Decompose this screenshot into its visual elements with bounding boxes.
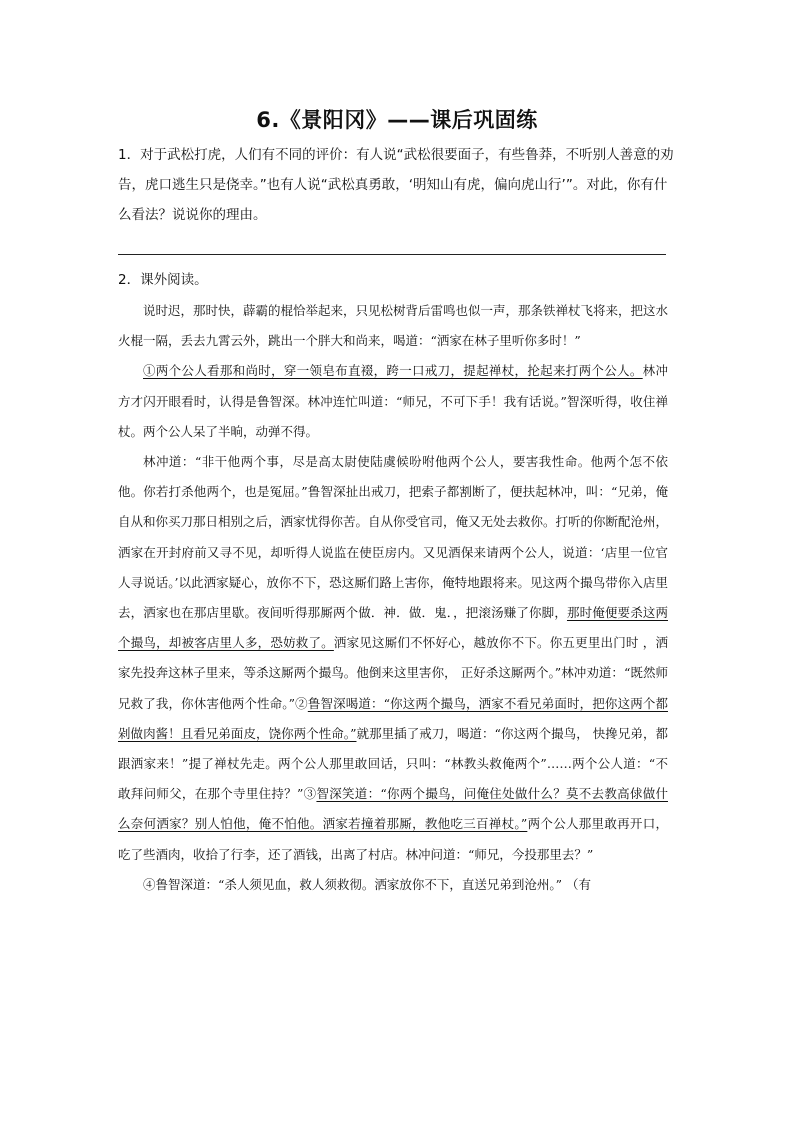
passage-text: 就那里插了戒刀，喝道：“你这两个撮鸟， 快搀兄弟，都跟洒家来！”提了禅杖先走。两个公人那里敢回话，只叫：“林教头救俺两个”……两个公人道：“不敢拜问师父，在那个寺里住持？” bbox=[118, 725, 668, 802]
underlined-sentence-2: 鲁智深喝道：“你这两个撮鸟，洒家不看兄弟面时，把你这两个都剁做肉酱！且看兄弟面皮，饶你两个性命。” bbox=[118, 695, 668, 741]
passage-paragraph-4: ④鲁智深道：“杀人须见血，救人须救彻。洒家放你不下，直送兄弟到沧州。” （有 bbox=[143, 876, 592, 892]
underlined-sentence-1: ①两个公人看那和尚时，穿一领皂布直裰，跨一口戒刀，提起禅杖，抡起来打两个公人。 bbox=[143, 363, 643, 379]
reading-passage bbox=[118, 296, 668, 900]
passage-text: 两个公人那里敢再开口，吃了些酒肉，收拾了行李，还了酒钱，出离了村店。林冲问道：“师兄，今投那里去？” bbox=[118, 816, 668, 862]
underlined-sentence: 那时俺便要杀这两个撮鸟，却被客店里人多，恐妨救了。 bbox=[118, 605, 668, 651]
question-2-label: 2．课外阅读。 bbox=[118, 272, 208, 288]
underlined-sentence-3: 智深笑道：“你两个撮鸟，问俺住处做什么？莫不去教高俅做什么奈何洒家？别人怕他，俺不怕他。洒家若撞着那厮，教他吃三百禅杖。” bbox=[118, 786, 668, 832]
passage-paragraph-2 bbox=[118, 356, 668, 447]
answer-line bbox=[118, 254, 666, 255]
passage-paragraph-3 bbox=[118, 447, 668, 870]
question-1: 1．对于武松打虎，人们有不同的评价：有人说“武松很要面子，有些鲁莽，不听别人善意的劝告，虎口逃生只是侥幸。”也有人说“武松真勇敢，‘明知山有虎，偏向虎山行’”。对此，你有什么看法？说说你的理由。 bbox=[118, 147, 674, 223]
marker-3: ③ bbox=[303, 786, 317, 802]
passage-text: 林冲方才闪开眼看时，认得是鲁智深。林冲连忙叫道：“师兄，不可下手！我有话说。”智深听得，收住禅杖。两个公人呆了半晌，动弹不得。 bbox=[118, 363, 668, 439]
passage-text: 洒家见这厮们不怀好心，越放你不下。你五更里出门时 ，洒家先投奔这林子里来，等杀这厮两个撮鸟。他倒来这里害你， 正好杀这厮两个。”林冲劝道：“既然师兄救了我，你休害他两个性命。” bbox=[118, 635, 668, 711]
passage-text: 林冲道：“非干他两个事，尽是高太尉使陆虞候吩咐他两个公人，要害我性命。他两个怎不依他。你若打杀他两个，也是冤屈。”鲁智深扯出戒刀，把索子都割断了，便扶起林冲，叫：“兄弟，俺自从和你买刀那日相别之后，洒家忧得你苦。自从你受官司，俺又无处去救你。打听的你断配沧州，洒家在开封府前又寻不见，却听得人说监在使臣房内。又见酒保来请两个公人，说道：‘店里一位官人寻说话。’以此洒家疑心，放你不下，恐这厮们路上害你，俺特地跟将来。见这两个撮鸟带你入店里去，洒家也在那店里歇。夜间听得那厮两个做．神．做．鬼．，把滚汤赚了你脚， bbox=[118, 454, 669, 621]
marker-2: ② bbox=[295, 695, 308, 711]
passage-paragraph-1: 说时迟，那时快，薜霸的棍恰举起来，只见松树背后雷鸣也似一声，那条铁禅杖飞将来，把这水火棍一隔，丢去九霄云外，跳出一个胖大和尚来，喝道：“洒家在林子里听你多时！” bbox=[118, 303, 669, 349]
page-title: 6.《景阳冈》——课后巩固练 bbox=[256, 108, 538, 132]
